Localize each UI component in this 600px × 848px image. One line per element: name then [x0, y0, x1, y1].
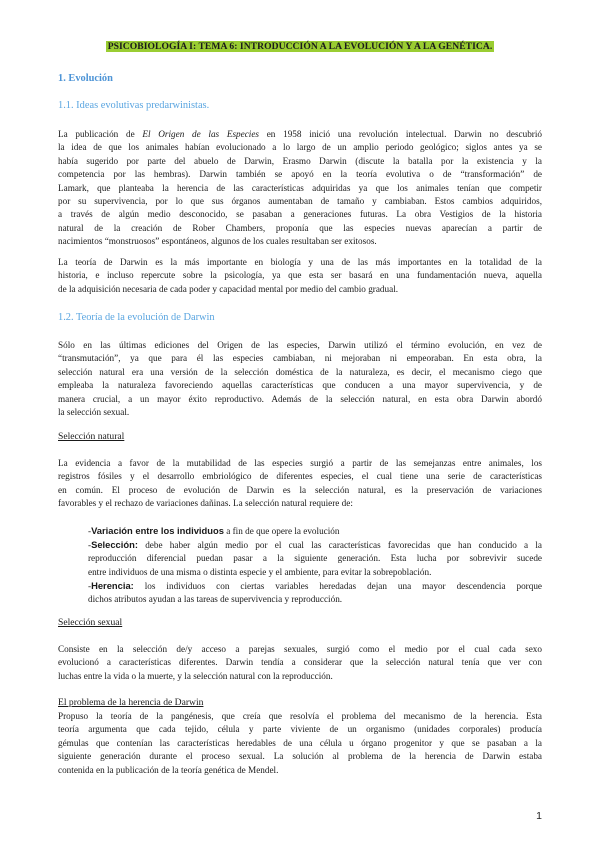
paragraph-line: competencia por las hembras). Darwin también se apoyó en la teoría evolutiva o de “transformación” de [58, 169, 542, 180]
paragraph-line: en común. El proceso de evolución de Darwin es la selección natural, es la preservación de variaciones [58, 484, 542, 495]
paragraph-line: La teoría de Darwin es la más importante en biología y una de las más importantes en la totalidad de la [58, 257, 542, 267]
paragraph-line: había sugerido por parte del abuelo de Darwin, Erasmo Darwin (discute la batalla por la existencia y la [58, 155, 542, 166]
paragraph-line: nacimientos “monstruosos” espontáneos, algunos de los cuales resultaban ser exitosos. [58, 236, 377, 247]
paragraph-line: historia, e incluso repercute sobre la psicología, ya que esta ser basará en una fundamentación nueva, aquella [58, 270, 542, 281]
paragraph-line: siguiente generación durante el proceso sexual. La solución al problema de la herencia de Darwin estaba [58, 751, 542, 762]
paragraph-origen [58, 128, 542, 249]
paragraph-line: a través de algún medio desconocido, se pasaban a generaciones futuras. La obra Vestigios de la historia [58, 209, 542, 220]
paragraph-line: evolucionó a características diferentes. Darwin tendía a considerar que la selección natural tenía que ver con [58, 657, 542, 668]
paragraph-line: Sólo en las últimas ediciones del Origen de las especies, Darwin utilizó el término evolución, en vez de [58, 340, 542, 350]
title-wrap [58, 36, 542, 52]
paragraph-line: empleaba la naturaleza favoreciendo aquellas características que conducen a una mayor supervivencia, y de [58, 380, 542, 391]
paragraph-evidencia [58, 457, 542, 511]
list-item-seleccion: -Selección: debe haber algún medio por el cual las características favorecidas que han conducido a la [88, 539, 542, 551]
paragraph-line: selección natural era una versión de la selección doméstica de la naturaleza, es decir, el mecanismo ciego que [58, 366, 542, 377]
book-title-italic: El Origen de las Especies [142, 129, 259, 139]
list-item-herencia: -Herencia: los individuos con ciertas variables heredadas dejan una mayor descendencia porque [88, 579, 542, 591]
list-item-continuation: dichos atributos ayudan a las tareas de supervivencia y reproducción. [88, 594, 343, 605]
paragraph-teoria-darwin [58, 256, 542, 296]
paragraph-line: contenida en la publicación de la teoría genética de Mendel. [58, 764, 279, 775]
paragraph-line: manera crucial, a un mayor éxito reproductivo. Además de la selección natural, en esta obra Darwin abordó [58, 393, 542, 404]
paragraph-line: gémulas que contenían las características heredables de una célula u órgano progenitor y que se pasaban a la [58, 737, 542, 748]
list-item-label: Herencia: [91, 579, 134, 591]
text-run: en 1958 inició una revolución intelectual. Darwin no descubrió [266, 129, 543, 139]
page-number: 1 [536, 810, 542, 822]
list-item-label: Selección: [91, 539, 138, 551]
subsection-heading-teoria: 1.2. Teoría de la evolución de Darwin [58, 312, 215, 323]
paragraph-line: natural de la creación de Rober Chambers, proponía que las especies nuevas aparecían a partir de [58, 222, 542, 233]
list-item-text: debe haber algún medio por el cual las características favorecidas que han conducido a la [137, 540, 542, 551]
paragraph-seleccion-sexual [58, 643, 542, 683]
paragraph-line: por su supervivencia, por lo que sus órganos aumentaban de tamaño y cambiaban. Estos cambios adquiridos, [58, 196, 542, 207]
paragraph-line: registros fósiles y el desarrollo embriológico de diferentes especies, el cual tiene una serie de características [58, 471, 542, 482]
paragraph-line: la selección sexual. [58, 407, 130, 418]
paragraph-line: La evidencia a favor de la mutabilidad de las especies surgió a partir de las semejanzas entre animales, los [58, 458, 542, 468]
paragraph-line: luchas entre la vida o la muerte, y la selección natural con la reproducción. [58, 670, 333, 681]
paragraph-line: teoría argumenta que cada tejido, célula y parte viviente de un organismo (unidades corporales) producía [58, 724, 542, 735]
list-item-continuation: reproducción diferencial puedan pasar a la siguiente generación. Esta lucha por sobrevivir sucede [88, 553, 542, 564]
heading-seleccion-sexual: Selección sexual [58, 617, 123, 628]
text-run: La publicación de [58, 129, 135, 139]
subsection-heading-ideas: 1.1. Ideas evolutivas predarwinistas. [58, 100, 210, 111]
paragraph-line: Propuso la teoría de la pangénesis, que creía que resolvía el problema del mecanismo de la herencia. Esta [58, 711, 542, 721]
paragraph-line: Consiste en la selección de/y acceso a parejas sexuales, surgió como el medio por el cual cada sexo [58, 644, 542, 654]
list-item-continuation: entre individuos de una misma o distinta especie y el ambiente, para evitar la sobrepoblación. [88, 566, 432, 577]
paragraph-pangenesis [58, 710, 542, 777]
paragraph-line: “transmutación”, ya que para él las especies cambiaban, ni mejoraban ni empeoraban. En esta obra, la [58, 353, 542, 364]
heading-seleccion-natural: Selección natural [58, 431, 125, 442]
list-item-text: los individuos con ciertas variables heredadas dejan una mayor descendencia porque [133, 580, 542, 591]
list-item-text: a fin de que opere la evolución [223, 526, 340, 536]
list-item-variacion: -Variación entre los individuos a fin de que opere la evolución [88, 525, 340, 536]
paragraph-line: la idea de que los animales habían evolucionado a lo largo de un amplio periodo geológico; siglos antes ya se [58, 142, 542, 153]
paragraph-line: favorables y el rechazo de variaciones dañinas. La selección natural requiere de: [58, 498, 353, 509]
paragraph-line [58, 128, 542, 141]
paragraph-line: de la adquisición necesaria de cada poder y capacidad mental por medio del cambio gradual. [58, 283, 399, 294]
requirements-list [88, 524, 542, 606]
heading-problema-herencia: El problema de la herencia de Darwin [58, 697, 204, 708]
paragraph-line: Lamark, que planteaba la herencia de las características adquiridas ya que los animales tenían que competir [58, 182, 542, 193]
list-item-label: Variación entre los individuos [91, 525, 224, 536]
paragraph-ultimas-ediciones [58, 339, 542, 419]
document-title: PSICOBIOLOGÍA I: TEMA 6: INTRODUCCIÓN A LA EVOLUCIÓN Y A LA GENÉTICA. [107, 41, 493, 52]
section-heading-evolucion: 1. Evolución [58, 73, 113, 84]
